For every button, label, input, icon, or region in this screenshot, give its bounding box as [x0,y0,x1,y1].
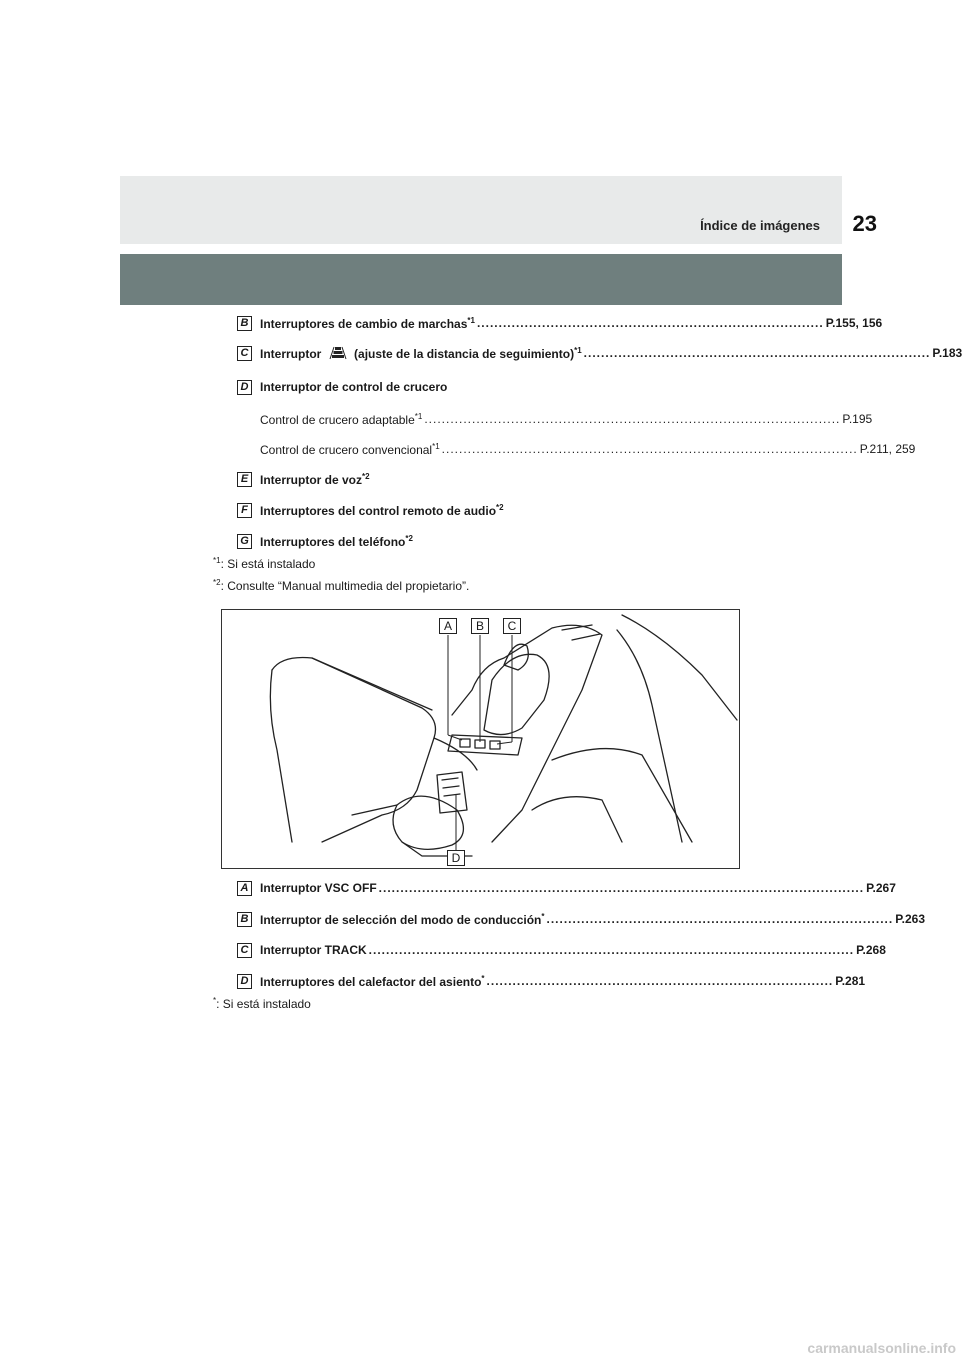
key-letter: D [237,380,252,395]
page-ref[interactable]: P.211, 259 [859,442,916,456]
key-letter: F [237,503,252,518]
entry-cruise-control [237,377,724,397]
entry-drive-mode [237,909,926,929]
footnote: $^{*1}$: Si está instalado [213,556,316,571]
callout-a: A [439,618,457,634]
key-letter: B [237,912,252,927]
distance-control-icon [329,346,347,360]
dot-leader: ................................................................................................................ [378,881,865,895]
watermark: carmanualsonline.info [807,1340,956,1356]
entry-seat-heater [237,971,866,991]
page-ref[interactable]: P.155, 156 [825,316,883,330]
entry-distance-switch [237,343,962,363]
console-illustration [221,609,740,869]
section-title: Índice de imágenes [700,218,820,233]
entry-sup: * [481,973,485,983]
key-letter: A [237,881,252,896]
entry-label: Interruptor TRACK [260,943,367,957]
entry-sup: *2 [496,502,504,512]
entry-label: Interruptores de cambio de marchas [260,316,468,331]
entry-sup: *1 [574,345,582,355]
page-ref[interactable]: P.281 [835,974,866,988]
entry-vsc-off [237,878,896,898]
dot-leader: ................................................................................................ [424,412,841,426]
entry-sup: *2 [362,471,370,481]
entry-label: Control de crucero adaptable [260,412,415,427]
entry-conventional-cruise [260,439,916,459]
entry-voice-switch [237,469,724,489]
page-header-bar [120,176,842,244]
console-line-drawing [222,610,739,868]
entry-shift-switches [237,313,883,333]
dot-leader: ................................................................................ [486,974,834,988]
entry-label: Interruptores del calefactor del asiento [260,974,482,989]
key-letter: G [237,534,252,549]
entry-sup: *1 [414,411,423,421]
key-letter: B [237,316,252,331]
entry-adaptive-cruise [260,409,873,429]
entry-sup: *1 [432,441,440,451]
dot-leader: ................................................................................................................ [368,943,855,957]
callout-c: C [503,618,521,634]
entry-label: Interruptor de control de crucero [260,380,448,394]
entry-sup: * [541,911,545,921]
callout-d: D [447,850,465,866]
entry-phone-switches [237,531,724,551]
page-ref[interactable]: P.183 [932,346,962,360]
dot-leader: ................................................................................ [476,316,824,330]
entry-label-prefix: Interruptor [260,346,322,361]
key-letter: E [237,472,252,487]
key-letter: C [237,346,252,361]
key-letter: C [237,943,252,958]
section-tab-bar [120,254,842,305]
entry-label: Interruptores del teléfono [260,534,406,549]
entry-label: Interruptor de voz [260,472,363,487]
page-ref[interactable]: P.263 [895,912,926,926]
entry-audio-remote [237,500,724,520]
dot-leader: ................................................................................ [546,912,894,926]
dot-leader: ................................................................................................ [441,442,858,456]
footnote: *: Si está instalado [213,996,311,1011]
dot-leader: ................................................................................ [583,346,931,360]
entry-label: Interruptor VSC OFF [260,881,377,895]
entry-label: Interruptores del control remoto de audio [260,503,497,518]
page-ref[interactable]: P.267 [866,881,896,895]
entry-sup: *2 [405,533,413,543]
page-ref[interactable]: P.268 [856,943,886,957]
page-number: 23 [852,211,877,236]
entry-label: Control de crucero convencional [260,442,433,457]
footnote: $^{*2}$: Consulte “Manual multimedia del propietario”. [213,578,470,593]
page-ref[interactable]: P.195 [842,412,873,426]
entry-label: Interruptor de selección del modo de conducción [260,912,542,927]
entry-sup: *1 [467,315,475,325]
key-letter: D [237,974,252,989]
callout-b: B [471,618,489,634]
entry-track [237,940,886,960]
entry-label: (ajuste de la distancia de seguimiento) [354,346,575,361]
